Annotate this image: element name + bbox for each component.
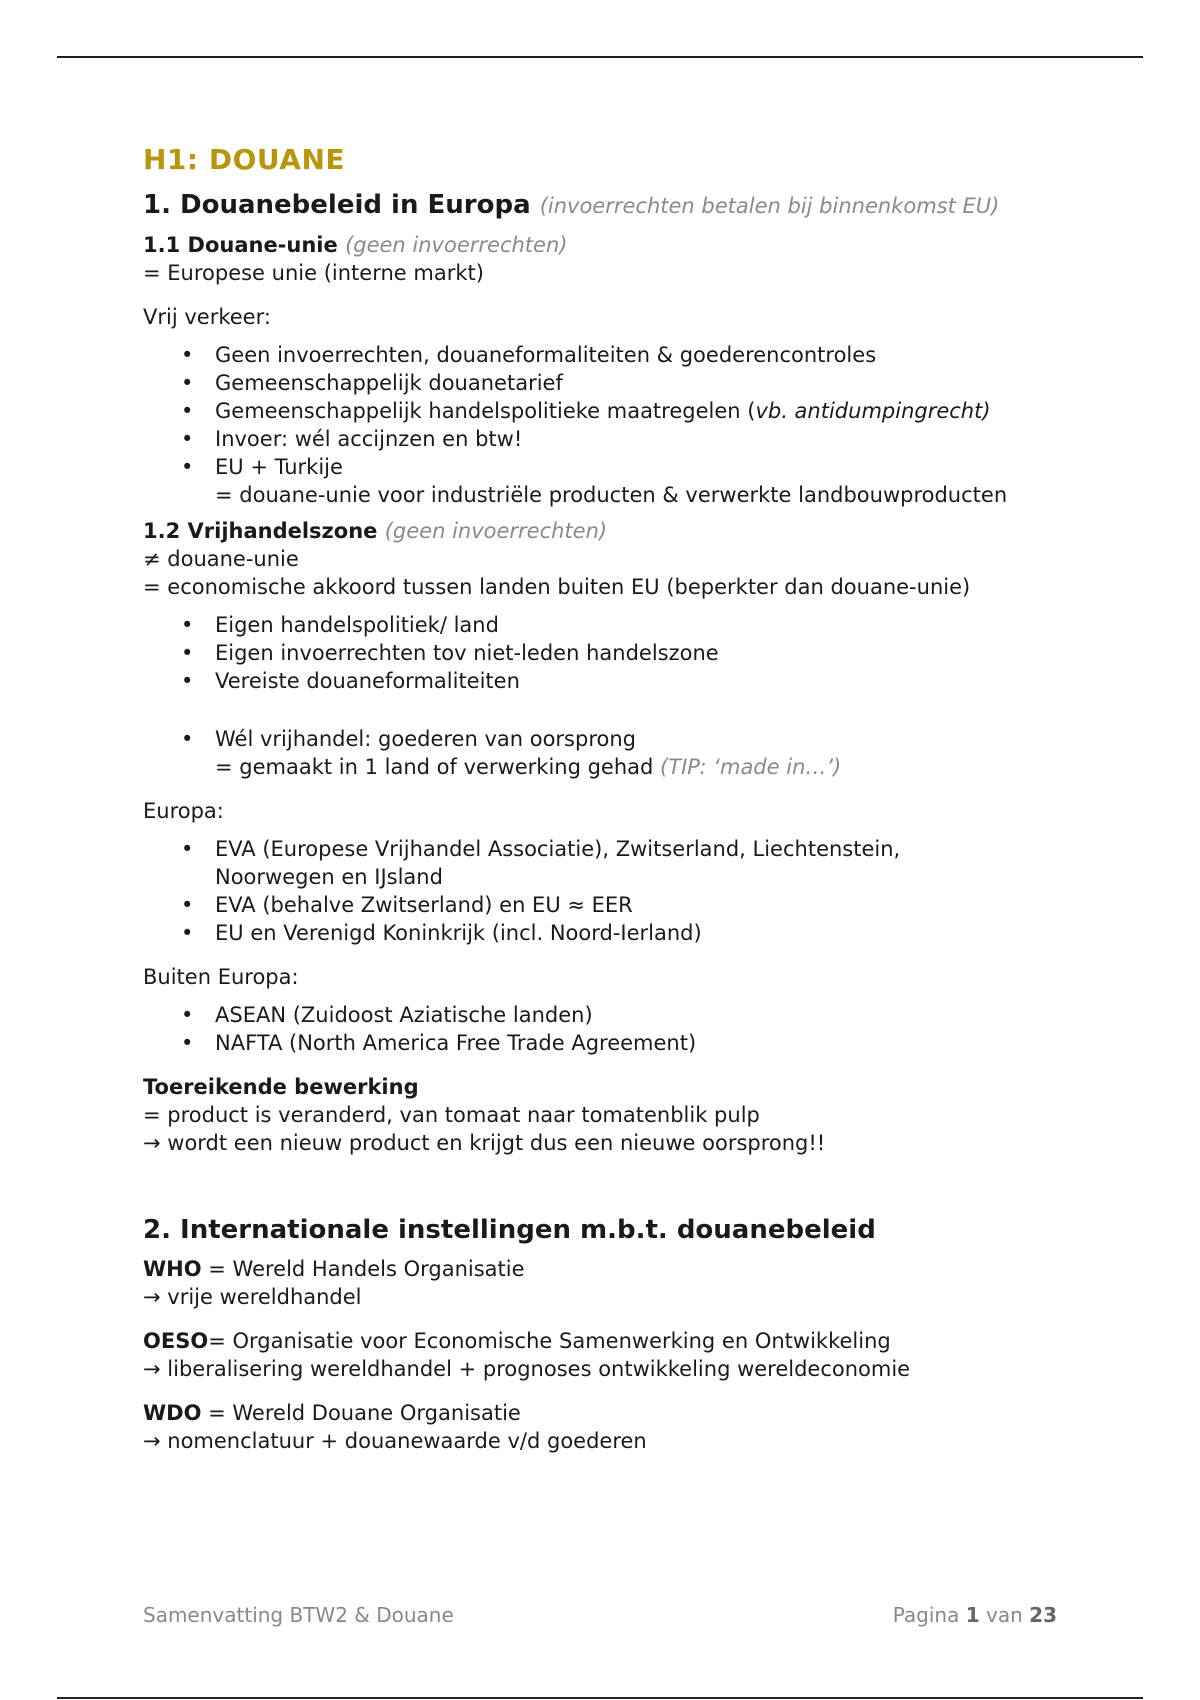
list-item: • Eigen handelspolitiek/ land [215, 611, 1063, 639]
of-word: van [986, 1603, 1023, 1627]
org-def: = Organisatie voor Economische Samenwerking en Ontwikkeling [208, 1329, 891, 1353]
sub2-line2: = economische akkoord tussen landen buiten EU (beperkter dan douane-unie) [143, 575, 971, 599]
page-footer [143, 1603, 1057, 1627]
org-abbr: WDO [143, 1401, 202, 1425]
list-item [215, 397, 1063, 425]
oorsprong-continuation [143, 753, 1063, 781]
toereikend-title: Toereikende bewerking [143, 1075, 419, 1099]
buiten-label: Buiten Europa: [143, 965, 299, 989]
list-item-text: EVA (Europese Vrijhandel Associatie), Zwitserland, Liechtenstein, [215, 837, 901, 861]
section1-heading [143, 188, 1063, 223]
list-item: • Gemeenschappelijk douanetarief [215, 369, 1063, 397]
list-item-continuation: = douane-unie voor industriële producten & verwerkte landbouwproducten [215, 483, 1008, 507]
toereikend-line2: → wordt een nieuw product en krijgt dus een nieuwe oorsprong!! [143, 1131, 826, 1155]
europa-list [143, 835, 1063, 947]
sub1-title: 1.1 Douane-unie [143, 233, 338, 257]
list-item: • NAFTA (North America Free Trade Agreement) [215, 1029, 1063, 1057]
sub2-heading [143, 517, 1063, 545]
europa-label: Europa: [143, 799, 224, 823]
list-item-text: Gemeenschappelijk handelspolitieke maatregelen ( [215, 399, 756, 423]
org-arrow: → vrije wereldhandel [143, 1285, 362, 1309]
list-item-continuation: Noorwegen en IJsland [215, 865, 443, 889]
page-current: 1 [965, 1603, 980, 1627]
section1-title: 1. Douanebeleid in Europa [143, 190, 531, 220]
list-item: • Eigen invoerrechten tov niet-leden handelszone [215, 639, 1063, 667]
footer-doc-title: Samenvatting BTW2 & Douane [143, 1603, 454, 1627]
oorsprong-text: = gemaakt in 1 land of verwerking gehad [215, 755, 654, 779]
footer-rule [57, 1697, 1143, 1699]
org-oeso [143, 1327, 1063, 1355]
header-rule [57, 56, 1143, 58]
org-abbr: WHO [143, 1257, 202, 1281]
page-number [893, 1603, 1057, 1627]
section2-title: 2. Internationale instellingen m.b.t. douanebeleid [143, 1215, 876, 1245]
vrijhandel-list [143, 611, 1063, 695]
page-word: Pagina [892, 1603, 960, 1627]
sub1-note: (geen invoerrechten) [345, 233, 568, 257]
page-total: 23 [1029, 1603, 1057, 1627]
sub2-note: (geen invoerrechten) [384, 519, 608, 543]
document-page [143, 138, 1063, 1455]
list-item: • Geen invoerrechten, douaneformaliteiten & goederencontroles [215, 341, 1063, 369]
org-def: = Wereld Handels Organisatie [201, 1257, 525, 1281]
sub1-heading [143, 231, 1063, 259]
list-item: • Wél vrijhandel: goederen van oorsprong [215, 725, 1063, 753]
buiten-list [143, 1001, 1063, 1057]
vrij-verkeer-list [143, 341, 1063, 481]
sub2-line1: ≠ douane-unie [143, 547, 299, 571]
toereikend-line1: = product is veranderd, van tomaat naar tomatenblik pulp [143, 1103, 760, 1127]
org-abbr: OESO [143, 1329, 209, 1353]
section1-note: (invoerrechten betalen bij binnenkomst EU) [539, 194, 1000, 218]
list-item: • EU en Verenigd Koninkrijk (incl. Noord-Ierland) [215, 919, 1063, 947]
list-item: • Invoer: wél accijnzen en btw! [215, 425, 1063, 453]
list-item: • EU + Turkije [215, 453, 1063, 481]
tip-note: (TIP: ‘made in…’) [660, 755, 842, 779]
oorsprong-list [143, 725, 1063, 753]
sub2-title: 1.2 Vrijhandelszone [143, 519, 378, 543]
list-item: • ASEAN (Zuidoost Aziatische landen) [215, 1001, 1063, 1029]
list-item [215, 835, 1063, 891]
list-item-italic: vb. antidumpingrecht) [755, 399, 991, 423]
org-def: = Wereld Douane Organisatie [201, 1401, 521, 1425]
org-wdo [143, 1399, 1063, 1427]
sub1-definition: = Europese unie (interne markt) [143, 261, 484, 285]
org-arrow: → nomenclatuur + douanewaarde v/d goederen [143, 1429, 647, 1453]
vrij-verkeer-label: Vrij verkeer: [143, 305, 271, 329]
list-item: • Vereiste douaneformaliteiten [215, 667, 1063, 695]
org-who [143, 1255, 1063, 1283]
list-item: • EVA (behalve Zwitserland) en EU ≈ EER [215, 891, 1063, 919]
chapter-title: H1: DOUANE [143, 143, 346, 176]
org-arrow: → liberalisering wereldhandel + prognoses ontwikkeling wereldeconomie [143, 1357, 911, 1381]
